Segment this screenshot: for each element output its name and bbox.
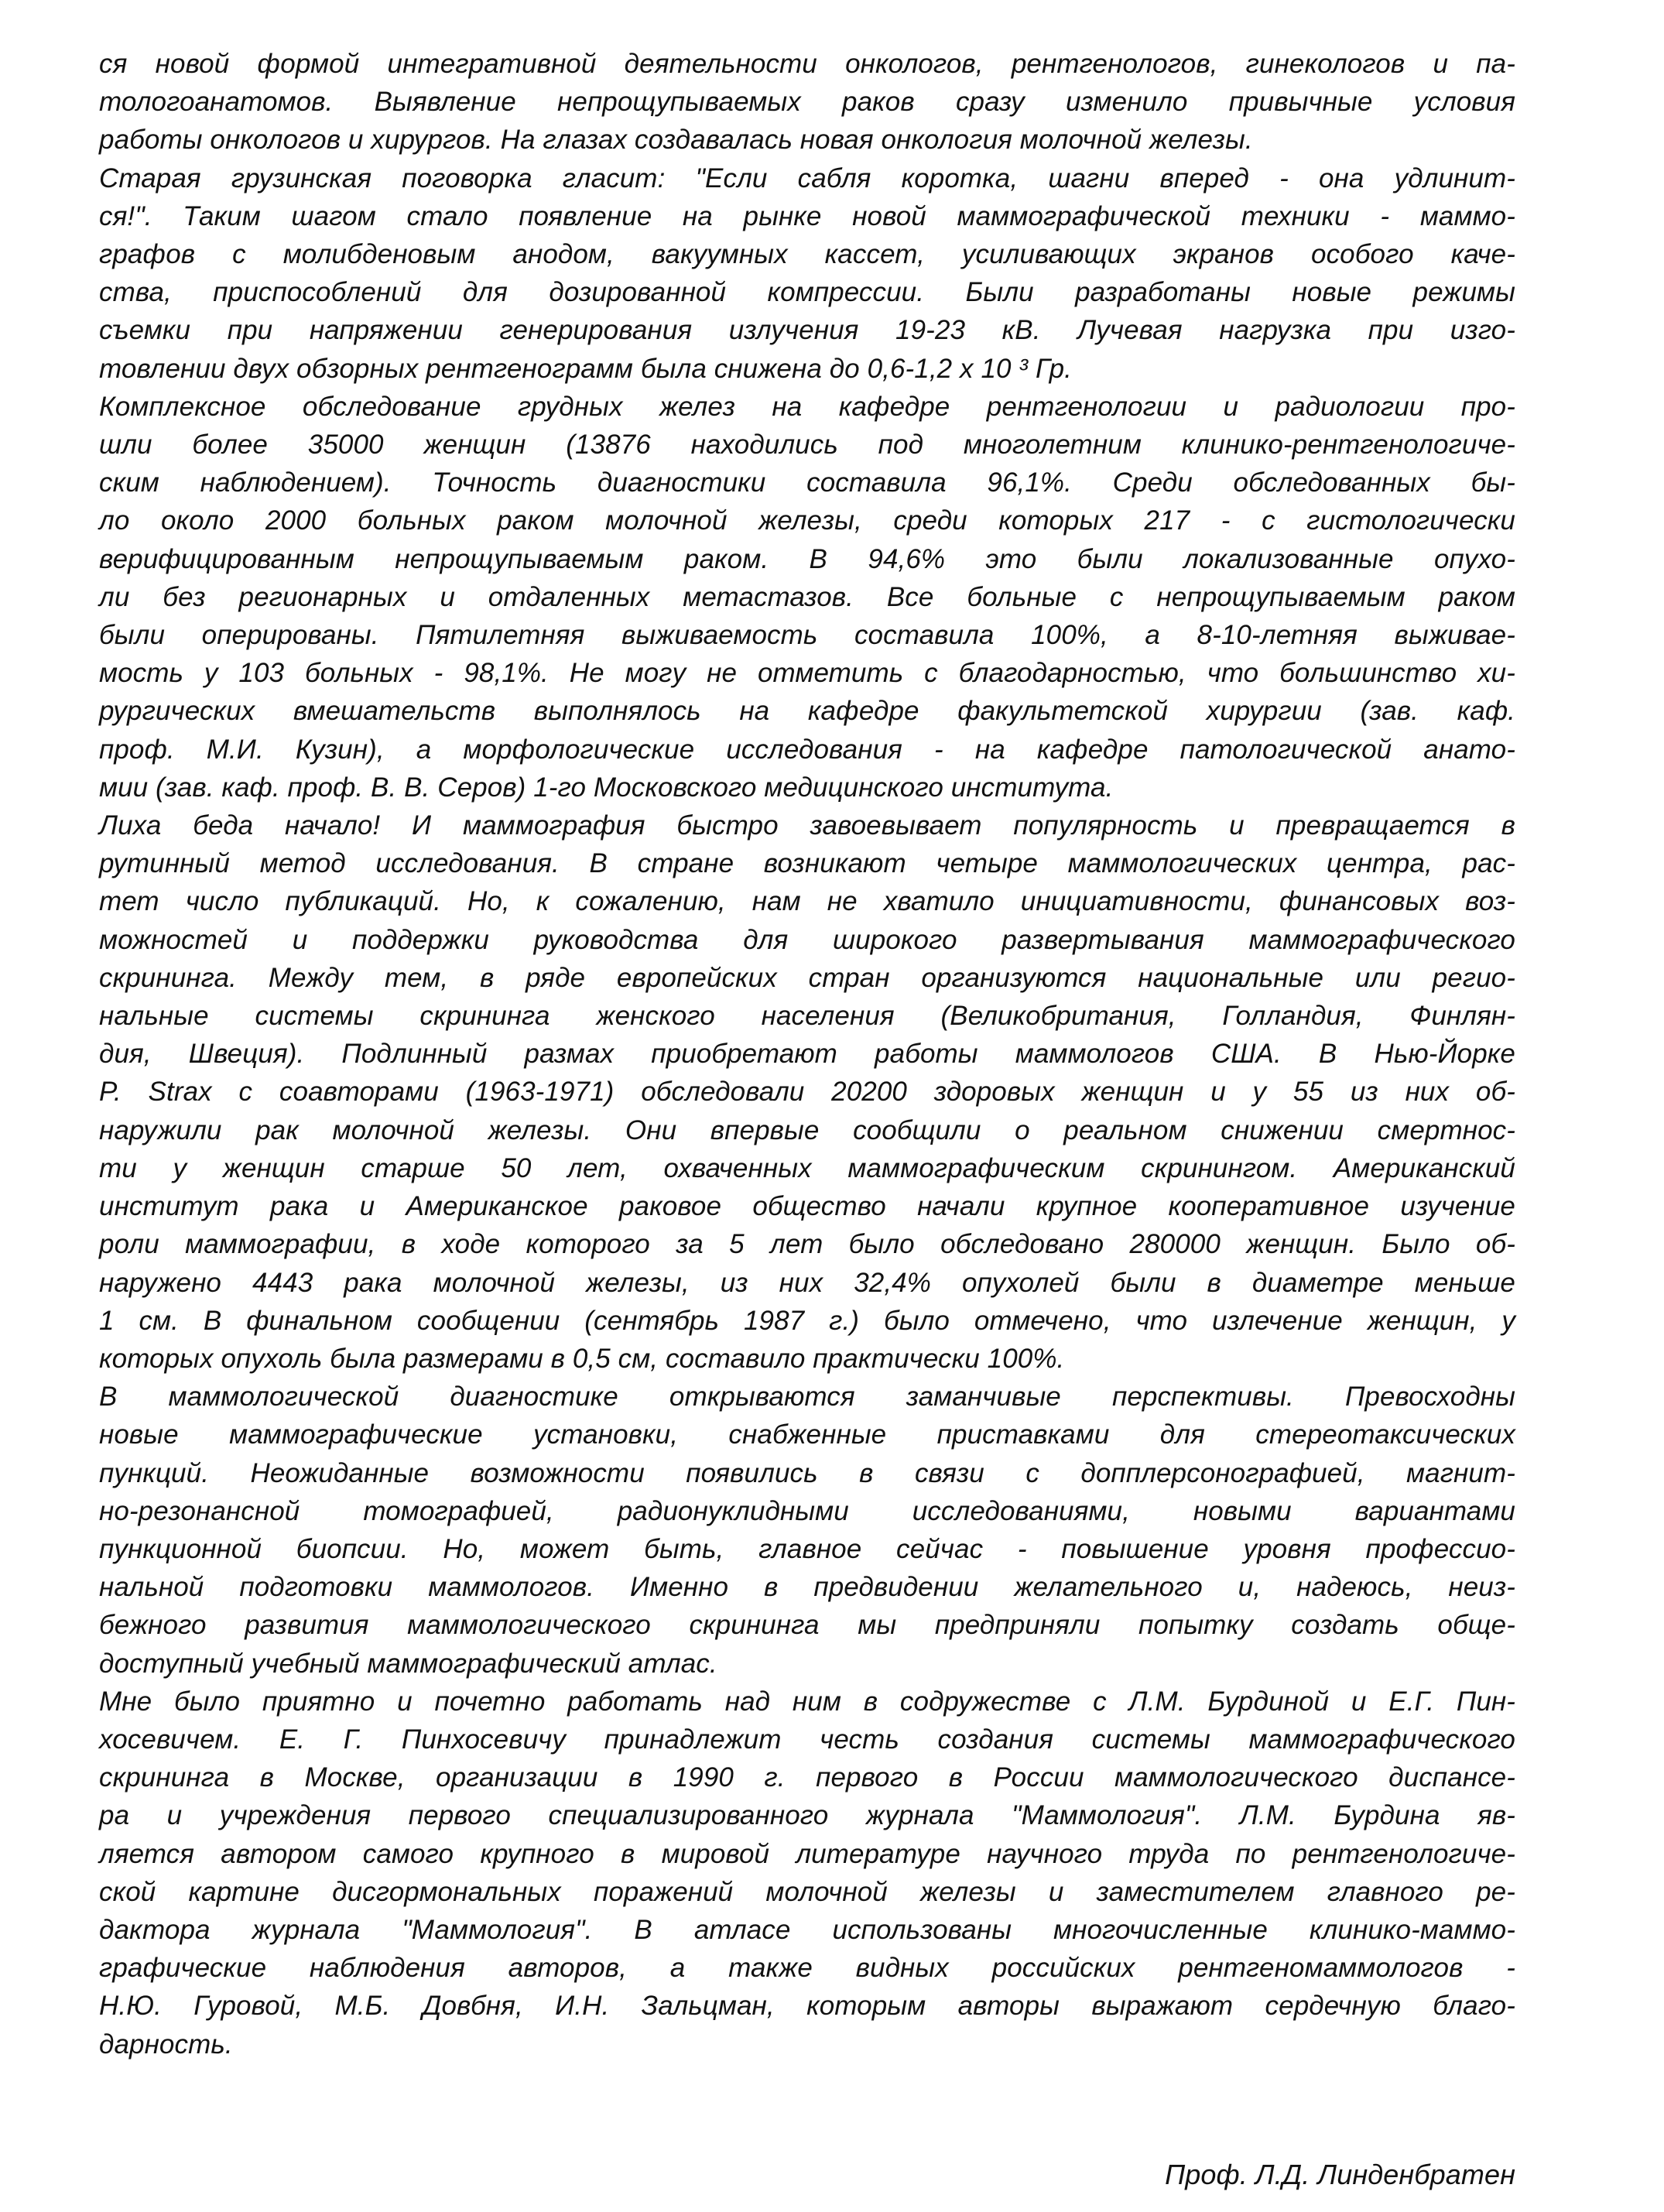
text-line: новые маммографические установки, снабженные приставками для стереотаксических (99, 1419, 1515, 1450)
text-line: графов с молибденовым анодом, вакуумных кассет, усиливающих экранов особого каче- (99, 239, 1515, 270)
text-line: В маммологической диагностике открываются заманчивые перспективы. Превосходны (99, 1382, 1515, 1412)
text-line: дактора журнала "Маммология". В атласе использованы многочисленные клинико-маммо- (99, 1914, 1515, 1945)
text-line: скрининга. Между тем, в ряде европейских стран организуются национальные или регио- (99, 962, 1515, 993)
paragraph-1 (99, 45, 1515, 159)
text-line: тологоанатомов. Выявление непрощупываемых раков сразу изменило привычные условия (99, 87, 1515, 118)
text-line: дия, Швеция). Подлинный размах приобретают работы маммологов США. В Нью-Йорке (99, 1039, 1515, 1070)
text-line: но-резонансной томографией, радионуклидными исследованиями, новыми вариантами (99, 1495, 1515, 1526)
text-line: 1 см. В финальном сообщении (сентябрь 1987 г.) было отмечено, что излечение женщин, у (99, 1305, 1515, 1336)
text-line: хосевичем. Е. Г. Пинхосевичу принадлежит честь создания системы маммографического (99, 1724, 1515, 1755)
paragraph-3 (99, 388, 1515, 806)
text-line: ляется автором самого крупного в мировой литературе научного труда по рентгенологиче- (99, 1838, 1515, 1869)
text-line: доступный учебный маммографический атлас. (99, 1648, 717, 1679)
text-line: роли маммографии, в ходе которого за 5 лет было обследовано 280000 женщин. Было об- (99, 1229, 1515, 1260)
text-line: тет число публикаций. Но, к сожалению, нам не хватило инициативности, финансовых воз- (99, 886, 1515, 917)
text-line: P. Strax с соавторами (1963-1971) обследовали 20200 здоровых женщин и у 55 из них об- (99, 1077, 1515, 1108)
text-line: ским наблюдением). Точность диагностики составила 96,1%. Среди обследованных бы- (99, 467, 1515, 498)
text-line: которых опухоль была размерами в 0,5 см, составило практически 100%. (99, 1343, 1065, 1374)
body-text (99, 45, 1515, 2063)
document-page (99, 45, 1515, 2190)
text-line: ли без регионарных и отдаленных метастазов. Все больные с непрощупываемым раком (99, 581, 1515, 612)
paragraph-4 (99, 806, 1515, 1378)
text-line: мость у 103 больных - 98,1%. Не могу не отметить с благодарностью, что большинство хи- (99, 658, 1515, 689)
text-line: ства, приспособлений для дозированной компрессии. Были разработаны новые режимы (99, 277, 1515, 308)
text-line: рургических вмешательств выполнялось на кафедре факультетской хирургии (зав. каф. (99, 696, 1515, 727)
text-line: были оперированы. Пятилетняя выживаемость составила 100%, а 8-10-летняя выживае- (99, 620, 1515, 651)
text-line: можностей и поддержки руководства для широкого развертывания маммографического (99, 924, 1515, 955)
text-line: нальные системы скрининга женского населения (Великобритания, Голландия, Финлян- (99, 1001, 1515, 1032)
paragraph-2 (99, 159, 1515, 388)
text-line: верифицированным непрощупываемым раком. В 94,6% это были локализованные опухо- (99, 543, 1515, 574)
text-line: наружено 4443 рака молочной железы, из них 32,4% опухолей были в диаметре меньше (99, 1267, 1515, 1298)
text-line: Н.Ю. Гуровой, М.Б. Довбня, И.Н. Зальцман, которым авторы выражают сердечную благо- (99, 1991, 1515, 2022)
text-line: ра и учреждения первого специализированного журнала "Маммология". Л.М. Бурдина яв- (99, 1800, 1515, 1831)
text-line: пункционной биопсии. Но, может быть, главное сейчас - повышение уровня профессио- (99, 1533, 1515, 1564)
text-line: пункций. Неожиданные возможности появились в связи с допплерсонографией, магнит- (99, 1457, 1515, 1488)
paragraph-6 (99, 1683, 1515, 2063)
text-line: Мне было приятно и почетно работать над ним в содружестве с Л.М. Бурдиной и Е.Г. Пин- (99, 1686, 1515, 1717)
text-line: рутинный метод исследования. В стране возникают четыре маммологических центра, рас- (99, 848, 1515, 879)
text-line: дарность. (99, 2029, 233, 2060)
text-line: ти у женщин старше 50 лет, охваченных маммографическим скринингом. Американский (99, 1152, 1515, 1183)
text-line: работы онкологов и хирургов. На глазах создавалась новая онкология молочной железы. (99, 125, 1253, 156)
text-line: ся новой формой интегративной деятельности онкологов, рентгенологов, гинекологов и па- (99, 49, 1515, 79)
paragraph-5 (99, 1378, 1515, 1683)
text-line: проф. М.И. Кузин), а морфологические исследования - на кафедре патологической анато- (99, 734, 1515, 765)
text-line: Старая грузинская поговорка гласит: "Если сабля коротка, шагни вперед - она удлинит- (99, 163, 1515, 193)
text-line: бежного развития маммологического скрининга мы предприняли попытку создать обще- (99, 1610, 1515, 1641)
text-line: Комплексное обследование грудных желез на кафедре рентгенологии и радиологии про- (99, 391, 1515, 422)
author-signature: Проф. Л.Д. Линденбратен (1165, 2159, 1515, 2190)
text-line: нальной подготовки маммологов. Именно в предвидении желательного и, надеюсь, неиз- (99, 1572, 1515, 1603)
text-line: скрининга в Москве, организации в 1990 г. первого в России маммологического диспансе- (99, 1762, 1515, 1793)
text-line: съемки при напряжении генерирования излучения 19-23 кВ. Лучевая нагрузка при изго- (99, 315, 1515, 346)
text-line: ской картине дисгормональных поражений молочной железы и заместителем главного ре- (99, 1876, 1515, 1907)
text-line: институт рака и Американское раковое общество начали крупное кооперативное изучение (99, 1191, 1515, 1222)
text-line: наружили рак молочной железы. Они впервые сообщили о реальном снижении смертнос- (99, 1115, 1515, 1145)
text-line: ся!". Таким шагом стало появление на рынке новой маммографической техники - маммо- (99, 200, 1515, 231)
text-line: графические наблюдения авторов, а также видных российских рентгеномаммологов - (99, 1953, 1515, 1984)
text-line: мии (зав. каф. проф. В. В. Серов) 1-го Московского медицинского института. (99, 772, 1114, 803)
text-line: ло около 2000 больных раком молочной железы, среди которых 217 - с гистологически (99, 505, 1515, 536)
text-line: шли более 35000 женщин (13876 находились под многолетним клинико-рентгенологиче- (99, 430, 1515, 461)
text-line: Лиха беда начало! И маммография быстро завоевывает популярность и превращается в (99, 810, 1515, 841)
text-line: товлении двух обзорных рентгенограмм была снижена до 0,6-1,2 х 10 ³ Гр. (99, 353, 1072, 384)
